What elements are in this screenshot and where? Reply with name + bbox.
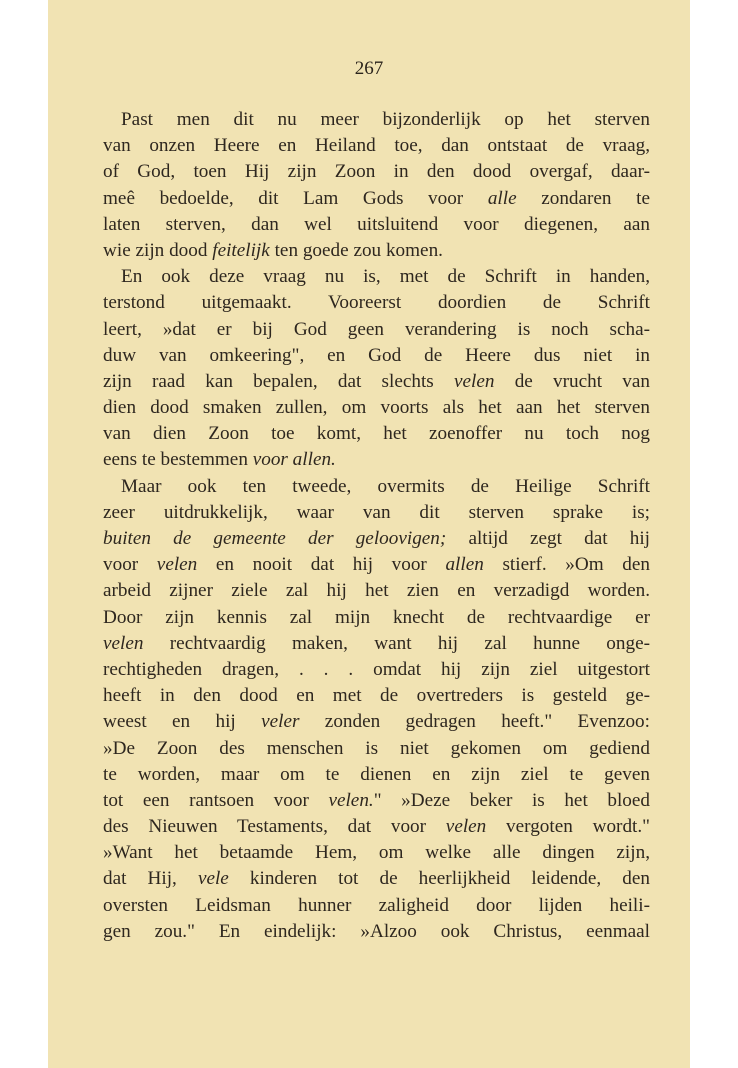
text-line: [103, 500, 650, 526]
emphasis-text: velen: [445, 816, 487, 838]
text-line: [103, 474, 650, 500]
book-page: [48, 0, 690, 1068]
text-segment: vergoten wordt.": [486, 816, 650, 838]
text-segment: zijn raad kan bepalen, dat slechts: [103, 370, 454, 392]
emphasis-text: buiten de gemeente der geloovigen;: [103, 528, 447, 549]
body-text: [103, 107, 650, 945]
text-segment: arbeid zijner ziele zal hij het zien en verzadigd worden.: [103, 580, 650, 602]
text-segment: leert, »dat er bij God geen verandering is noch scha-: [103, 318, 650, 340]
text-line: [103, 447, 650, 473]
text-segment: duw van omkeering", en God de Heere dus niet in: [103, 344, 650, 366]
text-segment: Door zijn kennis zal mijn knecht de rechtvaardige er: [103, 606, 650, 628]
text-line: [103, 631, 650, 657]
text-segment: ten goede zou komen.: [269, 239, 443, 261]
text-line: [103, 683, 650, 709]
text-segment: of God, toen Hij zijn Zoon in den dood overgaf, daar-: [103, 161, 650, 183]
text-segment: voor: [103, 554, 157, 576]
text-line: [103, 578, 650, 604]
text-segment: dien dood smaken zullen, om voorts als het aan het sterven: [103, 397, 650, 419]
text-segment: »De Zoon des menschen is niet gekomen om gediend: [103, 737, 650, 759]
emphasis-text: voor allen.: [252, 449, 336, 471]
text-line: [103, 317, 650, 343]
text-segment: des Nieuwen Testaments, dat voor: [103, 816, 446, 838]
emphasis-text: vele: [197, 868, 229, 890]
text-segment: dat Hij,: [103, 868, 198, 890]
text-line: [103, 814, 650, 840]
text-segment: Past men dit nu meer bijzonderlijk op het sterven: [121, 109, 650, 130]
text-line: [103, 133, 650, 159]
text-line: [103, 186, 650, 212]
text-segment: oversten Leidsman hunner zaligheid door lijden heili-: [103, 894, 650, 916]
text-line: [103, 212, 650, 238]
text-line: [103, 526, 650, 552]
text-segment: de vrucht van: [494, 370, 650, 392]
text-segment: zondaren te: [516, 187, 650, 209]
text-line: [103, 107, 650, 133]
text-segment: te worden, maar om te dienen en zijn ziel te geven: [103, 763, 650, 785]
text-line: [103, 736, 650, 762]
text-line: [103, 866, 650, 892]
text-segment: rechtvaardig maken, want hij zal hunne onge-: [143, 632, 650, 654]
emphasis-text: velen: [453, 370, 495, 392]
text-segment: van onzen Heere en Heiland toe, dan ontstaat de vraag,: [103, 135, 650, 157]
text-line: [103, 421, 650, 447]
text-segment: gen zou." En eindelijk: »Alzoo ook Christus, eenmaal: [103, 920, 650, 942]
text-segment: eens te bestemmen: [103, 449, 253, 471]
text-segment: tot een rantsoen voor: [103, 789, 329, 811]
text-segment: laten sterven, dan wel uitsluitend voor diegenen, aan: [103, 213, 650, 235]
text-line: [103, 762, 650, 788]
emphasis-text: velen: [156, 554, 198, 576]
emphasis-text: alle: [487, 187, 517, 209]
text-line: [103, 238, 650, 264]
text-segment: Maar ook ten tweede, overmits de Heilige Schrift: [121, 475, 650, 497]
text-segment: zeer uitdrukkelijk, waar van dit sterven sprake is;: [103, 501, 650, 523]
text-line: [103, 605, 650, 631]
text-segment: heeft in den dood en met de overtreders is gesteld ge-: [103, 685, 650, 707]
text-segment: weest en hij: [103, 711, 262, 733]
text-line: [103, 788, 650, 814]
text-segment: stierf. »Om den: [483, 554, 650, 576]
text-line: [103, 290, 650, 316]
emphasis-text: feitelijk: [212, 239, 270, 261]
text-line: [103, 159, 650, 185]
text-line: [103, 395, 650, 421]
text-line: [103, 919, 650, 945]
text-line: [103, 343, 650, 369]
text-line: [103, 840, 650, 866]
text-segment: kinderen tot de heerlijkheid leidende, den: [228, 868, 650, 890]
emphasis-text: veler: [261, 711, 300, 733]
emphasis-text: velen.: [328, 789, 374, 811]
page-number: 267: [354, 58, 384, 79]
text-segment: terstond uitgemaakt. Vooreerst doordien de Schrift: [103, 292, 650, 314]
text-segment: rechtigheden dragen, . . . omdat hij zijn ziel uitgestort: [103, 658, 650, 680]
emphasis-text: velen: [103, 632, 144, 654]
text-segment: en nooit dat hij voor: [197, 554, 446, 576]
text-line: [103, 552, 650, 578]
text-segment: zonden gedragen heeft." Evenzoo:: [299, 711, 650, 733]
text-line: [103, 264, 650, 290]
text-segment: van dien Zoon toe komt, het zoenoffer nu toch nog: [103, 423, 650, 445]
text-segment: wie zijn dood: [103, 239, 213, 261]
text-segment: meê bedoelde, dit Lam Gods voor: [103, 187, 488, 209]
text-segment: altijd zegt dat hij: [446, 528, 650, 549]
text-segment: " »Deze beker is het bloed: [373, 789, 650, 811]
text-line: [103, 657, 650, 683]
text-line: [103, 893, 650, 919]
text-segment: »Want het betaamde Hem, om welke alle dingen zijn,: [103, 842, 650, 864]
text-line: [103, 369, 650, 395]
text-line: [103, 709, 650, 735]
emphasis-text: allen: [445, 554, 484, 576]
text-segment: En ook deze vraag nu is, met de Schrift in handen,: [121, 266, 650, 288]
